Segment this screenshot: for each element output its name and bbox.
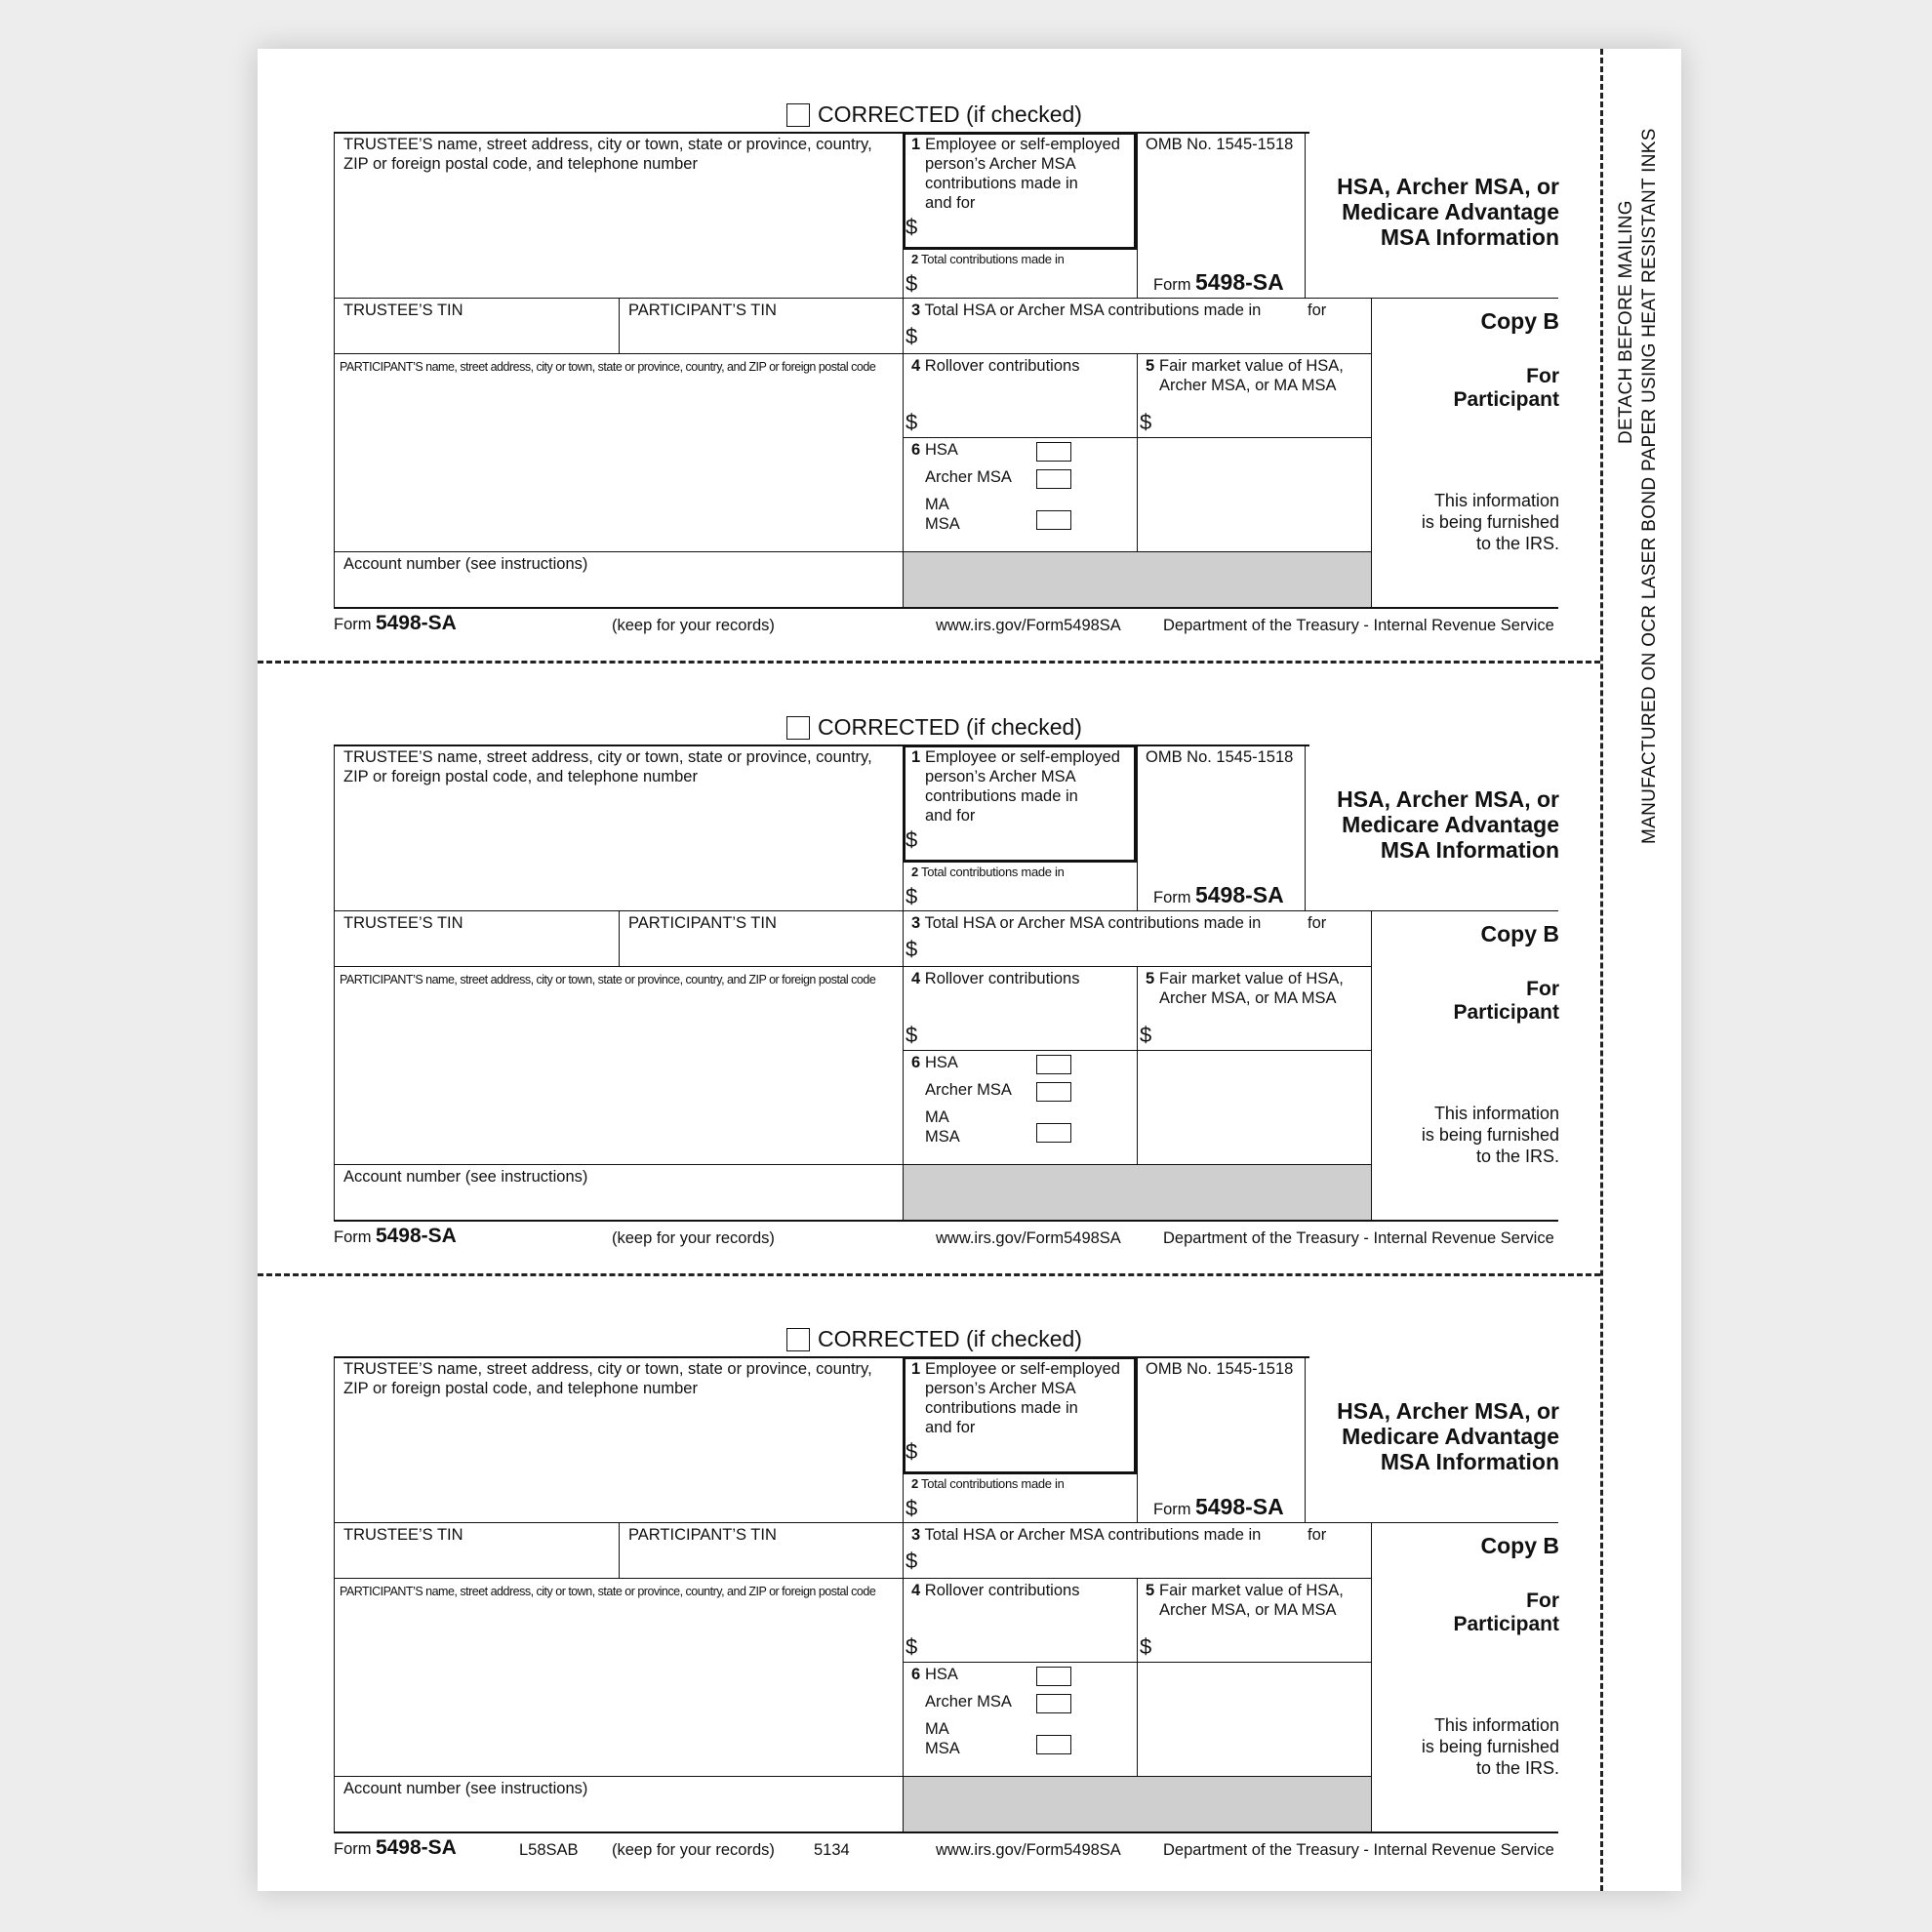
- participant-tin-label: PARTICIPANT’S TIN: [628, 1526, 777, 1544]
- form-sheet: [258, 49, 1681, 1891]
- account-number-label: Account number (see instructions): [343, 1168, 588, 1186]
- keep-records-note: (keep for your records): [612, 1229, 775, 1247]
- box6-hsa-label: HSA: [925, 1666, 958, 1683]
- corrected-label: CORRECTED (if checked): [818, 101, 1082, 127]
- box1-dollar: $: [906, 827, 918, 852]
- keep-records-note: (keep for your records): [612, 1841, 775, 1859]
- box5-dollar: $: [1140, 410, 1152, 434]
- box6-archer-label: Archer MSA: [925, 1081, 1012, 1099]
- box3-dollar: $: [906, 324, 918, 348]
- box2-label: 2 Total contributions made in: [911, 252, 1065, 266]
- box5-number: 5: [1146, 970, 1155, 987]
- omb-number: OMB No. 1545-1518: [1146, 748, 1294, 766]
- box6-ma-label: MA MSA: [925, 1108, 960, 1146]
- side-notice: [1614, 68, 1672, 898]
- box4-label: 4 Rollover contributions: [911, 357, 1080, 375]
- archer-msa-checkbox[interactable]: [1036, 469, 1071, 489]
- footer-form-number: Form 5498-SA: [334, 1225, 457, 1247]
- ma-msa-checkbox[interactable]: [1036, 510, 1071, 530]
- box3-label: 3 Total HSA or Archer MSA contributions made in: [911, 1526, 1262, 1544]
- box6-archer-label: Archer MSA: [925, 468, 1012, 486]
- form-copy: [334, 1324, 1563, 1871]
- corrected-label: CORRECTED (if checked): [818, 1326, 1082, 1351]
- account-number-label: Account number (see instructions): [343, 1780, 588, 1797]
- trustee-name-label: TRUSTEE’S name, street address, city or town, state or province, country, ZIP or foreign postal code, and telephone number: [343, 748, 872, 785]
- box1-number: 1: [911, 136, 921, 153]
- copy-b-label: Copy B: [1480, 1533, 1559, 1558]
- footer-form-number: Form 5498-SA: [334, 1836, 457, 1859]
- archer-msa-checkbox[interactable]: [1036, 1694, 1071, 1713]
- box5-label: Fair market value of HSA, Archer MSA, or MA MSA: [1159, 1582, 1344, 1619]
- trustee-tin-label: TRUSTEE’S TIN: [343, 302, 463, 319]
- box6-number: 6: [911, 1666, 921, 1683]
- box4-label: 4 Rollover contributions: [911, 1582, 1080, 1599]
- box5-dollar: $: [1140, 1634, 1152, 1659]
- form-number: Form 5498-SA: [1153, 882, 1284, 907]
- footer-form-number: Form 5498-SA: [334, 612, 457, 634]
- shaded-area: [904, 1165, 1371, 1220]
- irs-info-text: This information is being furnished to the IRS.: [1421, 491, 1559, 553]
- corrected-checkbox[interactable]: [786, 103, 810, 127]
- form-number: Form 5498-SA: [1153, 269, 1284, 295]
- department-label: Department of the Treasury - Internal Revenue Service: [1163, 617, 1554, 634]
- box3-dollar: $: [906, 937, 918, 961]
- box5-label: Fair market value of HSA, Archer MSA, or MA MSA: [1159, 970, 1344, 1007]
- account-number-label: Account number (see instructions): [343, 555, 588, 573]
- box3-for: for: [1308, 302, 1327, 319]
- participant-tin-label: PARTICIPANT’S TIN: [628, 302, 777, 319]
- box2-dollar: $: [906, 271, 918, 296]
- keep-records-note: (keep for your records): [612, 617, 775, 634]
- trustee-name-label: TRUSTEE’S name, street address, city or town, state or province, country, ZIP or foreign postal code, and telephone number: [343, 1360, 872, 1397]
- box1-number: 1: [911, 748, 921, 766]
- perforation-line: [258, 661, 1600, 664]
- box3-dollar: $: [906, 1549, 918, 1573]
- form-title: HSA, Archer MSA, or Medicare Advantage MSA Information: [1337, 174, 1559, 250]
- hsa-checkbox[interactable]: [1036, 1055, 1071, 1074]
- box6-number: 6: [911, 441, 921, 459]
- for-participant-label: For Participant: [1453, 978, 1559, 1024]
- detach-notice: DETACH BEFORE MAILING: [1616, 200, 1636, 444]
- participant-name-label: PARTICIPANT’S name, street address, city or town, state or province, country, and ZIP or foreign postal code: [340, 360, 876, 374]
- box5-label: Fair market value of HSA, Archer MSA, or MA MSA: [1159, 357, 1344, 394]
- omb-number: OMB No. 1545-1518: [1146, 136, 1294, 153]
- participant-name-label: PARTICIPANT’S name, street address, city or town, state or province, country, and ZIP or foreign postal code: [340, 1585, 876, 1598]
- for-participant-label: For Participant: [1453, 1590, 1559, 1635]
- hsa-checkbox[interactable]: [1036, 442, 1071, 462]
- ma-msa-checkbox[interactable]: [1036, 1735, 1071, 1754]
- manufactured-notice: MANUFACTURED ON OCR LASER BOND PAPER USING HEAT RESISTANT INKS: [1639, 128, 1660, 844]
- box6-hsa-label: HSA: [925, 441, 958, 459]
- corrected-label: CORRECTED (if checked): [818, 714, 1082, 740]
- box3-for: for: [1308, 1526, 1327, 1544]
- box6-ma-label: MA MSA: [925, 496, 960, 533]
- box4-dollar: $: [906, 1634, 918, 1659]
- box1-label: Employee or self-employed person’s Archer MSA contributions made in and for: [925, 136, 1120, 212]
- box4-dollar: $: [906, 410, 918, 434]
- box2-label: 2 Total contributions made in: [911, 865, 1065, 879]
- box6-archer-label: Archer MSA: [925, 1693, 1012, 1711]
- box5-number: 5: [1146, 1582, 1155, 1599]
- box3-label: 3 Total HSA or Archer MSA contributions made in: [911, 302, 1262, 319]
- for-participant-label: For Participant: [1453, 365, 1559, 411]
- irs-info-text: This information is being furnished to the IRS.: [1421, 1715, 1559, 1778]
- box4-dollar: $: [906, 1023, 918, 1047]
- box6-ma-label: MA MSA: [925, 1720, 960, 1757]
- shaded-area: [904, 552, 1371, 607]
- box6-hsa-label: HSA: [925, 1054, 958, 1071]
- form-code-right: 5134: [814, 1841, 850, 1859]
- ma-msa-checkbox[interactable]: [1036, 1123, 1071, 1143]
- participant-tin-label: PARTICIPANT’S TIN: [628, 914, 777, 932]
- box5-dollar: $: [1140, 1023, 1152, 1047]
- irs-url: www.irs.gov/Form5498SA: [936, 617, 1121, 634]
- corrected-checkbox[interactable]: [786, 716, 810, 740]
- box1-label: Employee or self-employed person’s Archer MSA contributions made in and for: [925, 748, 1120, 825]
- department-label: Department of the Treasury - Internal Revenue Service: [1163, 1841, 1554, 1859]
- irs-url: www.irs.gov/Form5498SA: [936, 1841, 1121, 1859]
- hsa-checkbox[interactable]: [1036, 1667, 1071, 1686]
- box2-dollar: $: [906, 1496, 918, 1520]
- form-copy: [334, 100, 1563, 646]
- box6-number: 6: [911, 1054, 921, 1071]
- irs-url: www.irs.gov/Form5498SA: [936, 1229, 1121, 1247]
- form-title: HSA, Archer MSA, or Medicare Advantage MSA Information: [1337, 1398, 1559, 1474]
- box5-number: 5: [1146, 357, 1155, 375]
- corrected-checkbox[interactable]: [786, 1328, 810, 1351]
- department-label: Department of the Treasury - Internal Revenue Service: [1163, 1229, 1554, 1247]
- box2-dollar: $: [906, 884, 918, 908]
- omb-number: OMB No. 1545-1518: [1146, 1360, 1294, 1378]
- box1-dollar: $: [906, 215, 918, 239]
- box1-label: Employee or self-employed person’s Archer MSA contributions made in and for: [925, 1360, 1120, 1436]
- box3-for: for: [1308, 914, 1327, 932]
- form-number: Form 5498-SA: [1153, 1494, 1284, 1519]
- trustee-tin-label: TRUSTEE’S TIN: [343, 914, 463, 932]
- form-code-left: L58SAB: [519, 1841, 579, 1859]
- box1-dollar: $: [906, 1439, 918, 1464]
- participant-name-label: PARTICIPANT’S name, street address, city or town, state or province, country, and ZIP or foreign postal code: [340, 973, 876, 986]
- trustee-name-label: TRUSTEE’S name, street address, city or town, state or province, country, ZIP or foreign postal code, and telephone number: [343, 136, 872, 173]
- box1-number: 1: [911, 1360, 921, 1378]
- archer-msa-checkbox[interactable]: [1036, 1082, 1071, 1102]
- vertical-perforation: [1600, 49, 1603, 1891]
- shaded-area: [904, 1777, 1371, 1831]
- form-title: HSA, Archer MSA, or Medicare Advantage MSA Information: [1337, 786, 1559, 863]
- perforation-line: [258, 1273, 1600, 1276]
- copy-b-label: Copy B: [1480, 308, 1559, 334]
- box4-label: 4 Rollover contributions: [911, 970, 1080, 987]
- copy-b-label: Copy B: [1480, 921, 1559, 946]
- box3-label: 3 Total HSA or Archer MSA contributions made in: [911, 914, 1262, 932]
- irs-info-text: This information is being furnished to the IRS.: [1421, 1104, 1559, 1166]
- trustee-tin-label: TRUSTEE’S TIN: [343, 1526, 463, 1544]
- box2-label: 2 Total contributions made in: [911, 1476, 1065, 1491]
- form-copy: [334, 712, 1563, 1259]
